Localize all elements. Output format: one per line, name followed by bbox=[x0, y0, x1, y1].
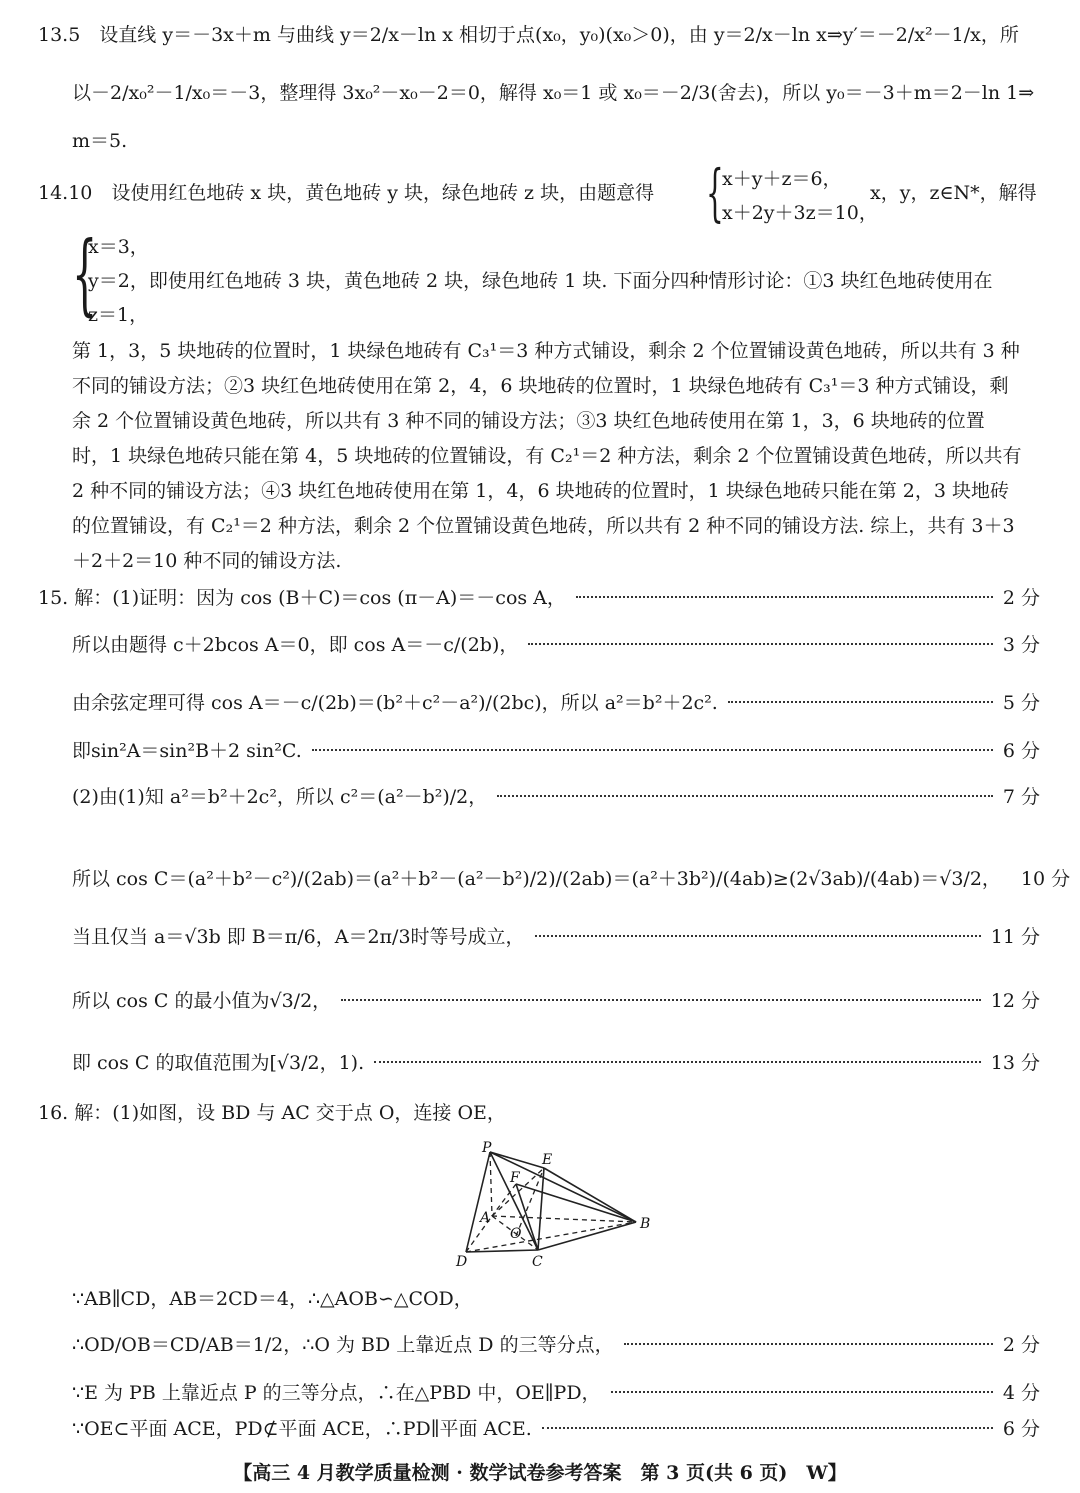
q15-step-5: (2)由(1)知 a²＝b²＋2c²，所以 c²＝(a²－b²)/2， 7 分 bbox=[72, 782, 1040, 812]
left-brace-icon: { bbox=[706, 156, 724, 229]
q14-para-4: 时，1 块绿色地砖只能在第 4，5 块地砖的位置铺设，有 C₂¹＝2 种方法，剩余 2 个位置铺设黄色地砖，所以共有 bbox=[72, 445, 1022, 467]
page-footer: 【高三 4 月教学质量检测 · 数学试卷参考答案 第 3 页(共 6 页) W】 bbox=[233, 1462, 847, 1484]
score-label: 11 分 bbox=[990, 926, 1040, 948]
score-label: 5 分 bbox=[1002, 692, 1040, 714]
score-label: 13 分 bbox=[990, 1052, 1040, 1074]
score-label: 6 分 bbox=[1002, 1418, 1040, 1440]
q16-step-2: ∵E 为 PB 上靠近点 P 的三等分点，∴在△PBD 中，OE∥PD， 4 分 bbox=[72, 1378, 1040, 1408]
q15-step-4: 即sin²A＝sin²B＋2 sin²C. 6 分 bbox=[72, 736, 1040, 766]
q15-step-9: 即 cos C 的取值范围为[√3/2，1). 13 分 bbox=[72, 1048, 1040, 1078]
q13-line-3: m＝5. bbox=[72, 130, 128, 152]
q13-line-2: 以－2/x₀²－1/x₀＝－3，整理得 3x₀²－x₀－2＝0，解得 x₀＝1 或 x₀＝－2/3(舍去)，所以 y₀＝－3＋m＝2－ln 1⇒ bbox=[72, 82, 1035, 104]
q16-step-1: ∴OD/OB＝CD/AB＝1/2，∴O 为 BD 上靠近点 D 的三等分点， 2 分 bbox=[72, 1330, 1040, 1360]
q14-intro: 14.10 设使用红色地砖 x 块，黄色地砖 y 块，绿色地砖 z 块，由题意得 bbox=[38, 182, 655, 204]
q14-sol-1: x＝3， bbox=[88, 236, 149, 258]
score-label: 2 分 bbox=[1002, 1334, 1040, 1356]
vertex-label-p: P bbox=[482, 1140, 492, 1156]
q15-step-3: 由余弦定理可得 cos A＝－c/(2b)＝(b²＋c²－a²)/(2bc)，所以 a²＝b²＋2c². 5 分 bbox=[72, 688, 1040, 718]
vertex-label-a: A bbox=[480, 1210, 491, 1226]
q14-sol-3: z＝1， bbox=[88, 304, 149, 326]
q14-sol-2: y＝2，即使用红色地砖 3 块，黄色地砖 2 块，绿色地砖 1 块. 下面分四种情形讨论：①3 块红色地砖使用在 bbox=[88, 270, 993, 292]
pyramid-diagram bbox=[452, 1140, 662, 1270]
q14-para-6: 的位置铺设，有 C₂¹＝2 种方法，剩余 2 个位置铺设黄色地砖，所以共有 2 种不同的铺设方法. 综上，共有 3＋3 bbox=[72, 515, 1015, 537]
score-label: 4 分 bbox=[1002, 1382, 1040, 1404]
q15-step-2: 所以由题得 c＋2bcos A＝0，即 cos A＝－c/(2b)， 3 分 bbox=[72, 630, 1040, 660]
score-label: 7 分 bbox=[1002, 786, 1040, 808]
vertex-label-b: B bbox=[640, 1216, 651, 1232]
q16-line-a: ∵AB∥CD，AB＝2CD＝4，∴△AOB∽△COD， bbox=[72, 1288, 473, 1310]
q15-step-7: 当且仅当 a＝√3b 即 B＝π/6，A＝2π/3时等号成立， 11 分 bbox=[72, 922, 1040, 952]
q14-para-2: 不同的铺设方法；②3 块红色地砖使用在第 2，4，6 块地砖的位置时，1 块绿色地砖有 C₃¹＝3 种方式铺设，剩 bbox=[72, 375, 1009, 397]
q16-intro: 16. 解：(1)如图，设 BD 与 AC 交于点 O，连接 OE， bbox=[38, 1102, 506, 1124]
vertex-label-o: O bbox=[510, 1226, 522, 1242]
vertex-label-c: C bbox=[532, 1254, 543, 1270]
q14-para-1: 第 1，3，5 块地砖的位置时，1 块绿色地砖有 C₃¹＝3 种方式铺设，剩余 2 个位置铺设黄色地砖，所以共有 3 种 bbox=[72, 340, 1020, 362]
q15-step-6: 所以 cos C＝(a²＋b²－c²)/(2ab)＝(a²＋b²－(a²－b²)/2)/(2ab)＝(a²＋3b²)/(4ab)≥(2√3ab)/(4ab)＝√3/2， 10 分 bbox=[72, 864, 1040, 894]
score-label: 3 分 bbox=[1002, 634, 1040, 656]
score-label: 12 分 bbox=[990, 990, 1040, 1012]
q14-para-7: ＋2＋2＝10 种不同的铺设方法. bbox=[72, 550, 342, 572]
q13-line-1: 13.5 设直线 y＝－3x＋m 与曲线 y＝2/x－ln x 相切于点(x₀，y₀)(x₀＞0)，由 y＝2/x－ln x⇒y′＝－2/x²－1/x，所 bbox=[38, 24, 1019, 46]
q15-step-1: 15. 解：(1)证明：因为 cos (B＋C)＝cos (π－A)＝－cos A， 2 分 bbox=[38, 583, 1040, 613]
pyramid-figure bbox=[452, 1140, 662, 1270]
score-label: 10 分 bbox=[1020, 868, 1071, 890]
q14-eq-1: x＋y＋z＝6， bbox=[722, 168, 842, 190]
vertex-label-e: E bbox=[542, 1152, 553, 1168]
score-label: 6 分 bbox=[1002, 740, 1040, 762]
left-brace-icon: { bbox=[72, 222, 98, 325]
q14-para-5: 2 种不同的铺设方法；④3 块红色地砖使用在第 1，4，6 块地砖的位置时，1 块绿色地砖只能在第 2，3 块地砖 bbox=[72, 480, 1009, 502]
q15-step-8: 所以 cos C 的最小值为√3/2， 12 分 bbox=[72, 986, 1040, 1016]
q14-condition: x，y，z∈N*，解得 bbox=[870, 182, 1037, 204]
q14-eq-2: x＋2y＋3z＝10， bbox=[722, 202, 878, 224]
q14-para-3: 余 2 个位置铺设黄色地砖，所以共有 3 种不同的铺设方法；③3 块红色地砖使用在第 1，3，6 块地砖的位置 bbox=[72, 410, 985, 432]
score-label: 2 分 bbox=[1002, 587, 1040, 609]
vertex-label-f: F bbox=[510, 1170, 520, 1186]
q16-step-3: ∵OE⊂平面 ACE，PD⊄平面 ACE，∴PD∥平面 ACE. 6 分 bbox=[72, 1414, 1040, 1444]
vertex-label-d: D bbox=[456, 1254, 468, 1270]
